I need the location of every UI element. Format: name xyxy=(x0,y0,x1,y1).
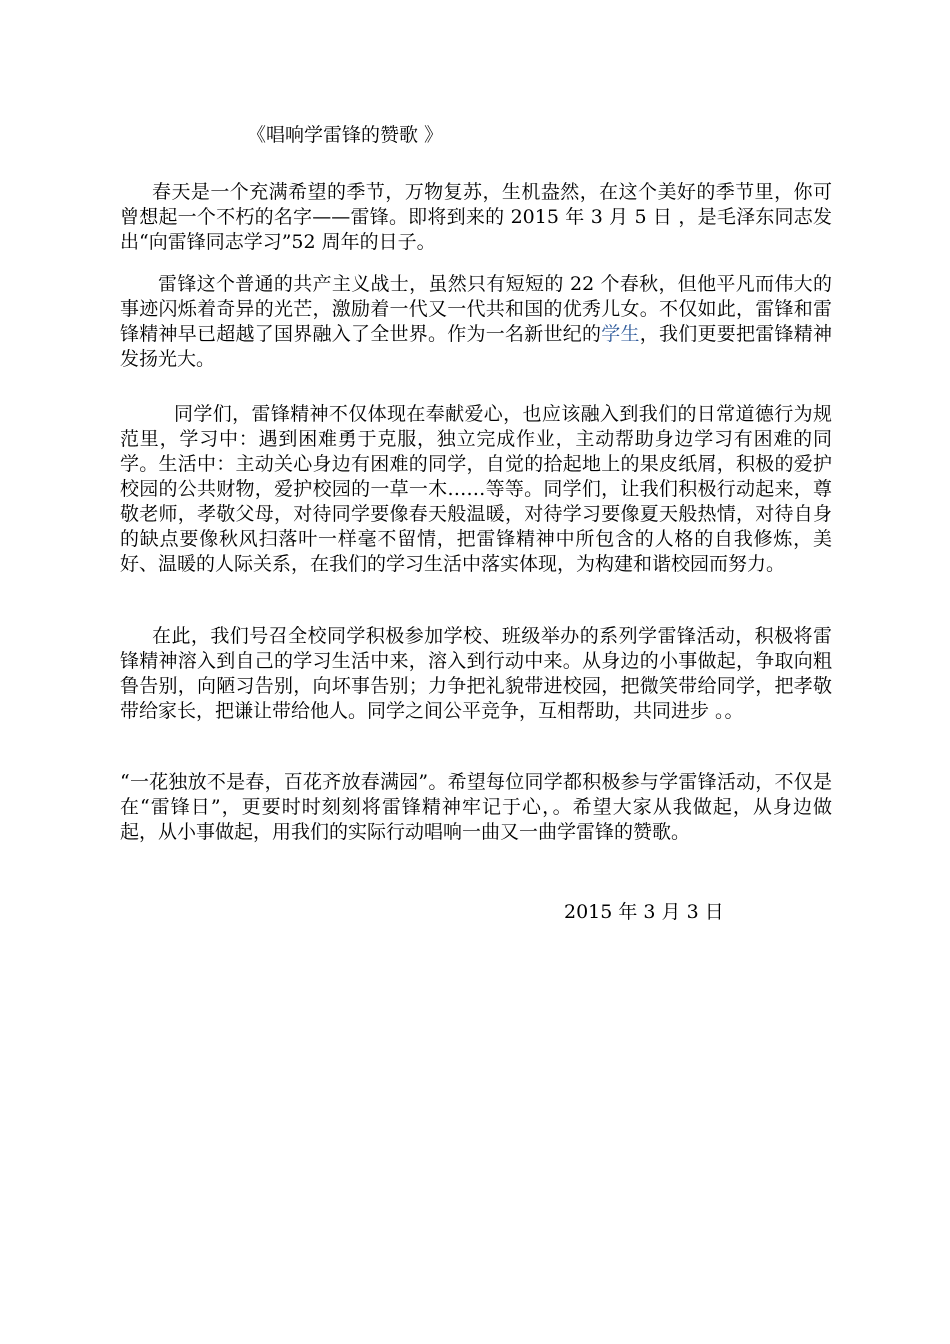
paragraph-call-to-action: 在此，我们号召全校同学积极参加学校、班级举办的系列学雷锋活动，积极将雷锋精神溶入到自己的学习生活中来，溶入到行动中来。从身边的小事做起，争取向粗鲁告别，向陋习告别，向坏事告别；力争把礼貌带进校园，把微笑带给同学，把孝敬带给家长，把谦让带给他人。同学之间公平竞争，互相帮助，共同进步 。。 xyxy=(120,625,832,722)
paragraph-leifeng xyxy=(120,272,832,372)
paragraph-leifeng-text-start: 雷锋这个普通的共产主义战士，虽然只有短短的 22 个春秋，但他平凡而伟大的事迹闪烁着奇异的光芒，激励着一代又一代共和国的优秀儿女。不仅如此，雷锋和雷锋精神早已超越了国界融入了全世界。作为一名新世纪的 xyxy=(120,273,832,345)
document-title: 《唱响学雷锋的赞歌 》 xyxy=(247,124,444,146)
paragraph-closing: “一花独放不是春，百花齐放春满园”。希望每位同学都积极参与学雷锋活动，不仅是在“雷锋日”，更要时时刻刻将雷锋精神牢记于心，。希望大家从我做起，从身边做起，从小事做起，用我们的实际行动唱响一曲又一曲学雷锋的赞歌。 xyxy=(120,771,832,843)
paragraph-leifeng-text-end: ，我们更要把雷锋精神发扬光大。 xyxy=(120,323,832,370)
student-link[interactable]: 学生 xyxy=(601,323,640,345)
paragraph-intro: 春天是一个充满希望的季节，万物复苏，生机盎然，在这个美好的季节里，你可曾想起一个不朽的名字——雷锋。即将到来的 2015 年 3 月 5 日 ，是毛泽东同志发出“向雷锋同志学习”52 周年的日子。 xyxy=(120,181,832,253)
document-date: 2015 年 3 月 3 日 xyxy=(564,901,724,923)
paragraph-daily-conduct: 同学们，雷锋精神不仅体现在奉献爱心，也应该融入到我们的日常道德行为规范里，学习中：遇到困难勇于克服，独立完成作业，主动帮助身边学习有困难的同学。生活中：主动关心身边有困难的同学，自觉的拾起地上的果皮纸屑，积极的爱护校园的公共财物，爱护校园的一草一木……等等。同学们，让我们积极行动起来，尊敬老师，孝敬父母，对待同学要像春天般温暖，对待学习要像夏天般热情，对待自身的缺点要像秋风扫落叶一样毫不留情，把雷锋精神中所包含的人格的自我修炼，美好、温暖的人际关系，在我们的学习生活中落实体现，为构建和谐校园而努力。 xyxy=(120,403,832,575)
